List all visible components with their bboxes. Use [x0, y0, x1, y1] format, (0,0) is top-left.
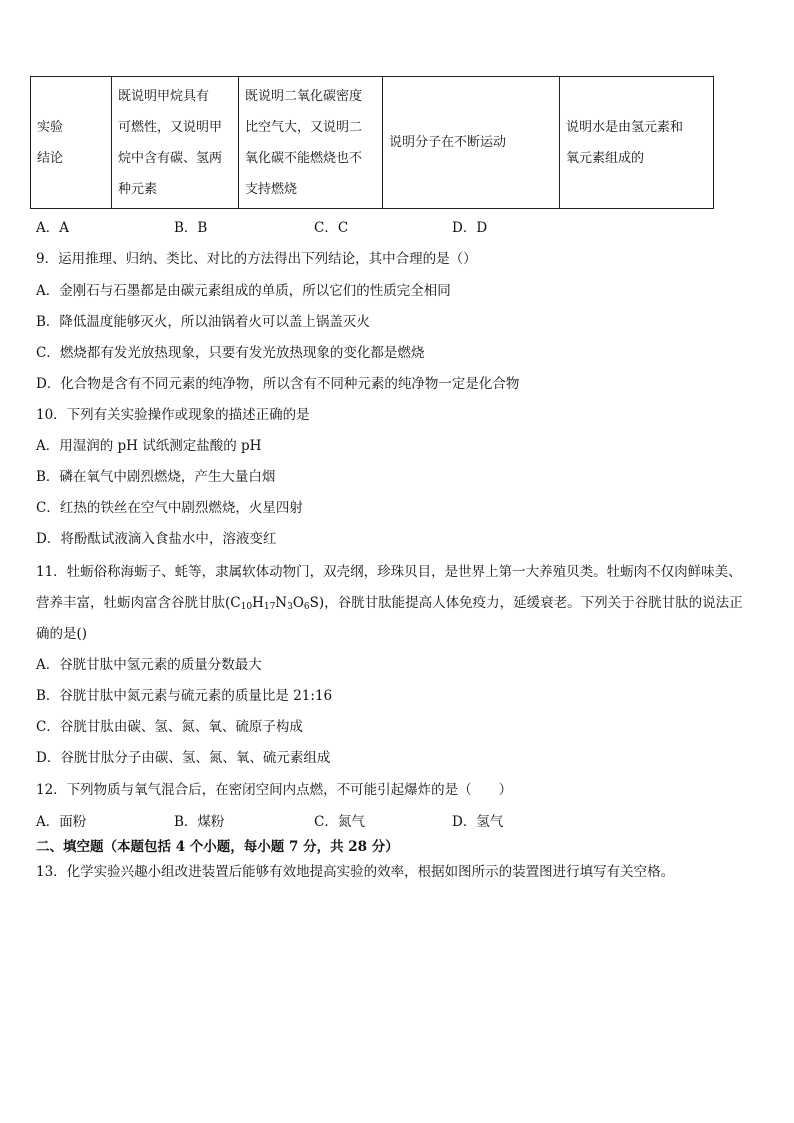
- q8-option-c: C．C: [314, 220, 349, 236]
- formula-sub-o: 6: [303, 602, 310, 612]
- formula-sub-c: 10: [240, 602, 253, 612]
- q8-options: [36, 218, 487, 238]
- q12-option-a: A．面粉: [36, 814, 87, 830]
- row-header-text: 实验 结论: [37, 119, 64, 166]
- q10-option-d: D．将酚酞试液滴入食盐水中，溶液变红: [36, 531, 277, 547]
- q8-option-a: A．A: [36, 220, 69, 236]
- q11-line2-post: ，谷胱甘肽能提高人体免疫力，延缓衰老。下列关于谷胱甘肽的说法正: [324, 595, 743, 611]
- conclusion-text-b: 既说明二氧化碳密度 比空气大，又说明二 氧化碳不能燃烧也不 支持燃烧: [245, 88, 363, 197]
- q8-option-d: D．D: [452, 220, 488, 236]
- q11-option-b: B．谷胱甘肽中氮元素与硫元素的质量比是 21:16: [36, 688, 333, 704]
- q11-line2-pre: 营养丰富，牡蛎肉富含谷胱甘肽(C: [36, 595, 241, 611]
- row-header-cell: [31, 77, 112, 209]
- q11-stem-line3: 确的是(): [36, 626, 88, 642]
- q12-option-d: D．氢气: [452, 814, 504, 830]
- q12-stem: 12．下列物质与氧气混合后，在密闭空间内点燃，不可能引起爆炸的是（ ）: [36, 782, 513, 798]
- q12-option-c: C．氮气: [314, 814, 365, 830]
- conclusion-cell-c: [383, 77, 560, 209]
- q11-option-d: D．谷胱甘肽分子由碳、氢、氮、氧、硫元素组成: [36, 750, 331, 766]
- q10-option-a: A．用湿润的 pH 试纸测定盐酸的 pH: [36, 438, 262, 454]
- formula-n: N: [275, 595, 288, 611]
- q9-option-a: A．金刚石与石墨都是由碳元素组成的单质，所以它们的性质完全相同: [36, 283, 451, 299]
- conclusion-text-d: 说明水是由氢元素和 氧元素组成的: [566, 119, 684, 166]
- q9-option-b: B．降低温度能够灭火，所以油锅着火可以盖上锅盖灭火: [36, 314, 370, 330]
- q10-option-c: C．红热的铁丝在空气中剧烈燃烧，火星四射: [36, 500, 303, 516]
- q10-stem: 10．下列有关实验操作或现象的描述正确的是: [36, 407, 310, 423]
- q11-option-c: C．谷胱甘肽由碳、氢、氮、氧、硫原子构成: [36, 719, 303, 735]
- q8-option-b: B．B: [174, 220, 208, 236]
- conclusion-text-a: 既说明甲烷具有 可燃性，又说明甲 烷中含有碳、氢两 种元素: [118, 88, 223, 197]
- q11-stem-line2: [36, 593, 743, 613]
- conclusion-cell-b: [239, 77, 383, 209]
- q13-stem: 13．化学实验兴趣小组改进装置后能够有效地提高实验的效率，根据如图所示的装置图进行填写有关空格。: [36, 864, 675, 880]
- experiment-conclusion-table: [30, 76, 714, 209]
- q9-option-c: C．燃烧都有发光放热现象，只要有发光放热现象的变化都是燃烧: [36, 345, 425, 361]
- formula-sub-h: 17: [263, 602, 276, 612]
- formula-sub-n: 3: [287, 602, 293, 612]
- section-heading-fill-in: 二、填空题（本题包括 4 个小题，每小题 7 分，共 28 分）: [36, 839, 399, 855]
- q11-stem-line1: 11．牡蛎俗称海蛎子、蚝等，隶属软体动物门，双壳纲，珍珠贝目，是世界上第一大养殖贝类。牡蛎肉不仅肉鲜味美、: [36, 564, 742, 580]
- q9-stem: 9．运用推理、归纳、类比、对比的方法得出下列结论，其中合理的是（）: [36, 251, 477, 267]
- conclusion-cell-d: [560, 77, 714, 209]
- formula-o: O: [292, 595, 304, 611]
- table-row: [31, 77, 714, 209]
- q11-option-a: A．谷胱甘肽中氢元素的质量分数最大: [36, 657, 262, 673]
- conclusion-cell-a: [112, 77, 239, 209]
- conclusion-text-c: 说明分子在不断运动: [389, 135, 507, 150]
- q9-option-d: D．化合物是含有不同元素的纯净物，所以含有不同种元素的纯净物一定是化合物: [36, 376, 520, 392]
- q12-options: [36, 812, 503, 832]
- formula-s: S): [309, 595, 325, 611]
- q10-option-b: B．磷在氧气中剧烈燃烧，产生大量白烟: [36, 469, 276, 485]
- q12-option-b: B．煤粉: [174, 814, 225, 830]
- formula-h: H: [252, 595, 264, 611]
